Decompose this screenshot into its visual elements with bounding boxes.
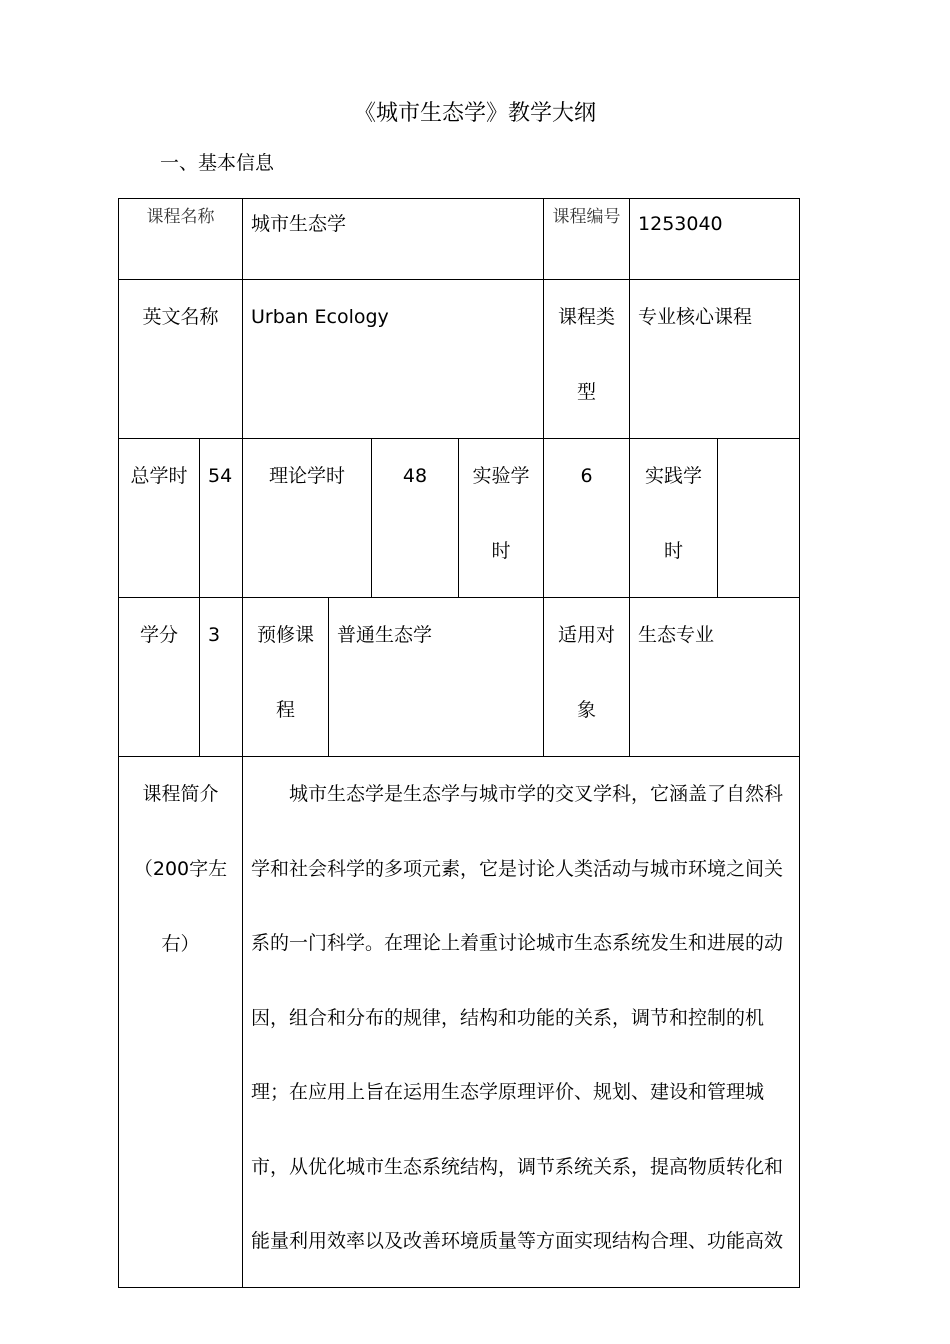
total-hours-label: 总学时	[119, 439, 200, 598]
basic-info-table	[118, 198, 800, 1288]
credits-value: 3	[200, 598, 243, 757]
english-name-value: Urban Ecology	[243, 280, 544, 439]
prereq-value: 普通生态学	[329, 598, 544, 757]
course-code-value: 1253040	[630, 199, 800, 280]
intro-text: 城市生态学是生态学与城市学的交叉学科，它涵盖了自然科学和社会科学的多项元素，它是讨论人类活动与城市环境之间关系的一门科学。在理论上着重讨论城市生态系统发生和进展的动因，组合和分布的规律，结构和功能的关系，调节和控制的机理；在应用上旨在运用生态学原理评价、规划、建设和管理城市，从优化城市生态系统结构，调节系统关系，提高物质转化和能量利用效率以及改善环境质量等方面实现结构合理、功能高效	[243, 757, 800, 1288]
document-title: 《城市生态学》教学大纲	[353, 101, 596, 126]
course-name-value: 城市生态学	[243, 199, 544, 280]
credits-label: 学分	[119, 598, 200, 757]
course-type-value: 专业核心课程	[630, 280, 800, 439]
course-code-label: 课程编号	[544, 199, 630, 280]
theory-hours-label: 理论学时	[243, 439, 372, 598]
audience-value: 生态专业	[630, 598, 800, 757]
audience-label: 适用对象	[544, 598, 630, 757]
theory-hours-value: 48	[372, 439, 459, 598]
practice-hours-label: 实践学时	[630, 439, 718, 598]
prereq-label: 预修课程	[243, 598, 329, 757]
course-name-label: 课程名称	[119, 199, 243, 280]
practice-hours-value	[718, 439, 800, 598]
lab-hours-value: 6	[544, 439, 630, 598]
english-name-label: 英文名称	[119, 280, 243, 439]
section-heading: 一、基本信息	[160, 152, 275, 174]
lab-hours-label: 实验学时	[459, 439, 544, 598]
course-type-label: 课程类型	[544, 280, 630, 439]
total-hours-value: 54	[200, 439, 243, 598]
intro-label: 课程简介（200字左右）	[119, 757, 243, 1288]
